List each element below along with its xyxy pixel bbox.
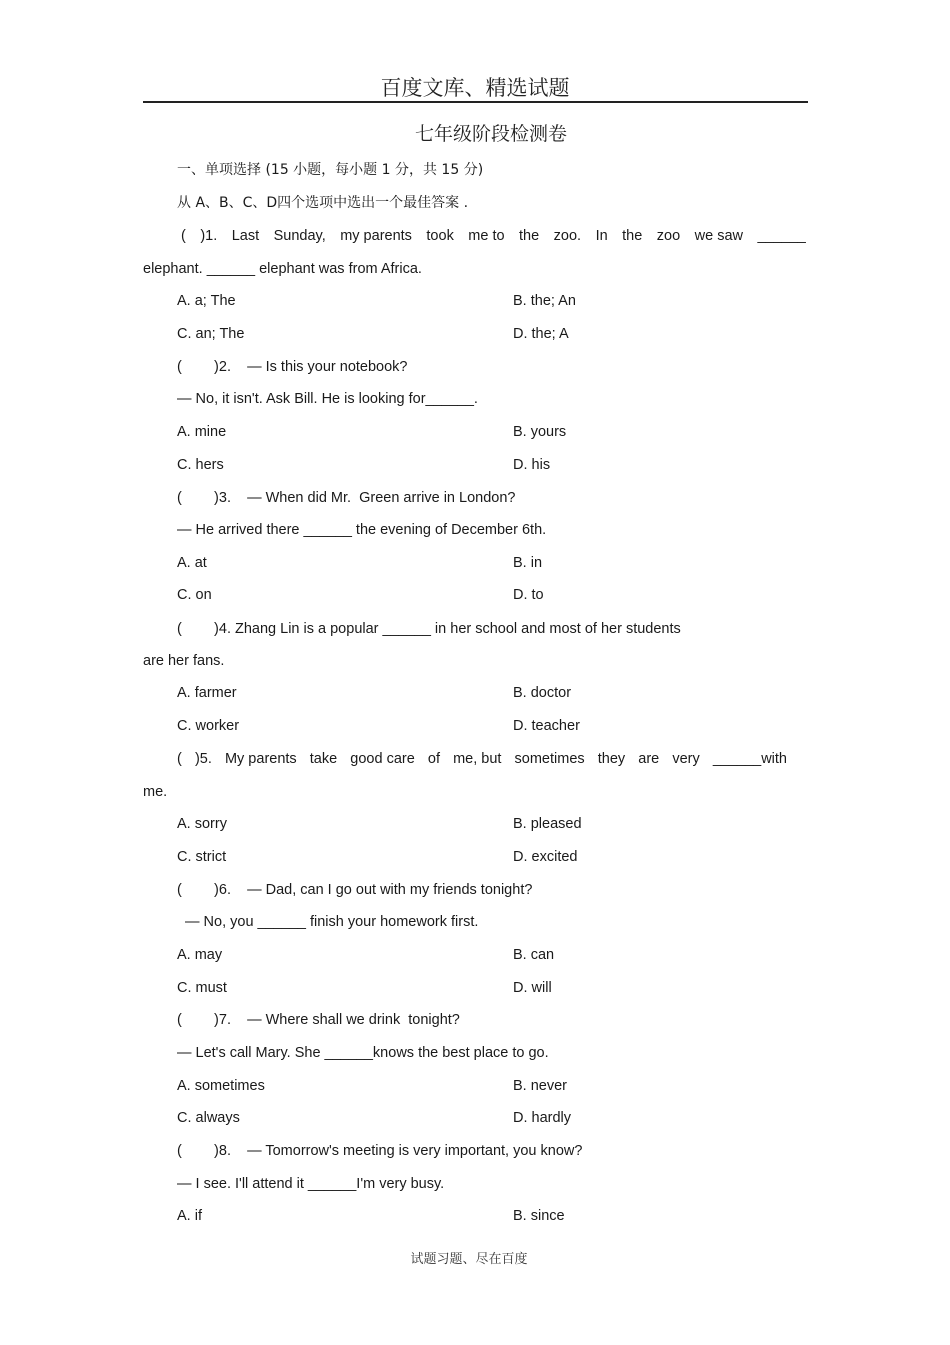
question-3-stem-line1: ( )3. — When did Mr. Green arrive in London? (177, 490, 516, 506)
question-3-option-c: C. on (177, 587, 212, 603)
question-5-option-a: A. sorry (177, 816, 227, 832)
question-5-stem-line1 (177, 750, 787, 768)
section-instruction: 从 A、B、C、D四个选项中选出一个最佳答案 . (177, 195, 469, 211)
q5-w0: ( (177, 751, 182, 767)
question-3-stem-line2: — He arrived there ______ the evening of December 6th. (177, 522, 547, 538)
q1-w5: took (426, 228, 454, 244)
question-4-option-b: B. doctor (513, 685, 572, 701)
question-5-stem-line2: me. (143, 784, 168, 800)
q1-w12: we saw (694, 228, 743, 244)
q5-w7: sometimes (514, 751, 585, 767)
q5-w2: My parents (224, 751, 297, 767)
q1-w10: the (622, 228, 643, 244)
question-7-stem-line2: — Let's call Mary. She ______knows the best place to go. (177, 1045, 549, 1061)
q5-w5: of (427, 751, 440, 767)
question-4-stem-line1: ( )4. Zhang Lin is a popular ______ in her school and most of her students (177, 621, 681, 637)
question-6-option-d: D. will (513, 980, 552, 996)
header-divider (143, 101, 808, 103)
q1-w8: zoo. (553, 228, 582, 244)
document-title: 七年级阶段检测卷 (414, 123, 567, 145)
q1-w11: zoo (656, 228, 681, 244)
question-8-stem-line2: — I see. I'll attend it ______I'm very busy. (177, 1176, 445, 1192)
question-5-option-b: B. pleased (513, 816, 582, 832)
question-3-option-a: A. at (177, 555, 207, 571)
question-6-option-a: A. may (177, 947, 223, 963)
question-5-option-d: D. excited (513, 849, 578, 865)
q1-w9: In (595, 228, 608, 244)
q1-w2: Last (231, 228, 260, 244)
q5-w11: ______with (712, 751, 787, 767)
q1-w6: me to (468, 228, 505, 244)
section-heading: 一、单项选择 (15 小题，每小题 1 分，共 15 分) (177, 162, 484, 178)
question-1-option-b: B. the; An (513, 293, 576, 309)
question-4-option-d: D. teacher (513, 718, 580, 734)
q5-w6: me, but (453, 751, 502, 767)
header-title: 百度文库、精选试题 (380, 76, 570, 100)
question-1-option-a: A. a; The (177, 293, 236, 309)
question-7-option-b: B. never (513, 1078, 567, 1094)
question-2-stem-line2: — No, it isn't. Ask Bill. He is looking for______. (177, 391, 478, 407)
question-7-option-c: C. always (177, 1110, 240, 1126)
question-7-stem-line1: ( )7. — Where shall we drink tonight? (177, 1012, 460, 1028)
question-4-option-c: C. worker (177, 718, 240, 734)
question-8-option-a: A. if (177, 1208, 202, 1224)
q5-w4: good care (350, 751, 415, 767)
question-2-option-b: B. yours (513, 424, 567, 440)
question-7-option-d: D. hardly (513, 1110, 572, 1126)
question-2-option-a: A. mine (177, 424, 227, 440)
question-6-option-c: C. must (177, 980, 227, 996)
question-8-stem-line1: ( )8. — Tomorrow's meeting is very important, you know? (177, 1143, 583, 1159)
question-1-stem-line2: elephant. ______ elephant was from Africa. (143, 261, 422, 277)
question-3-option-d: D. to (513, 587, 544, 603)
question-5-option-c: C. strict (177, 849, 227, 865)
q1-w3: Sunday, (273, 228, 326, 244)
question-6-option-b: B. can (513, 947, 555, 963)
question-6-stem-line2: — No, you ______ finish your homework first. (181, 914, 479, 930)
question-6-stem-line1: ( )6. — Dad, can I go out with my friends tonight? (177, 882, 533, 898)
question-2-option-c: C. hers (177, 457, 224, 473)
q5-w1: )5. (194, 751, 212, 767)
question-2-option-d: D. his (513, 457, 551, 473)
q5-w8: they (597, 751, 626, 767)
q5-w9: are (638, 751, 660, 767)
question-7-option-a: A. sometimes (177, 1078, 265, 1094)
question-3-option-b: B. in (513, 555, 543, 571)
question-1-option-c: C. an; The (177, 326, 245, 342)
q1-w1: )1. (200, 228, 218, 244)
footer-text: 试题习题、尽在百度 (410, 1252, 528, 1267)
q1-w7: the (519, 228, 540, 244)
question-4-stem-line2: are her fans. (143, 653, 225, 669)
question-4-option-a: A. farmer (177, 685, 237, 701)
q5-w10: very (672, 751, 700, 767)
q1-w0: ( (181, 228, 186, 244)
q1-w13: ______ (757, 228, 806, 244)
question-1-stem-line1 (181, 227, 806, 245)
q1-w4: my parents (340, 228, 412, 244)
q5-w3: take (309, 751, 338, 767)
question-8-option-b: B. since (513, 1208, 565, 1224)
question-2-stem-line1: ( )2. — Is this your notebook? (177, 359, 408, 375)
question-1-option-d: D. the; A (513, 326, 569, 342)
